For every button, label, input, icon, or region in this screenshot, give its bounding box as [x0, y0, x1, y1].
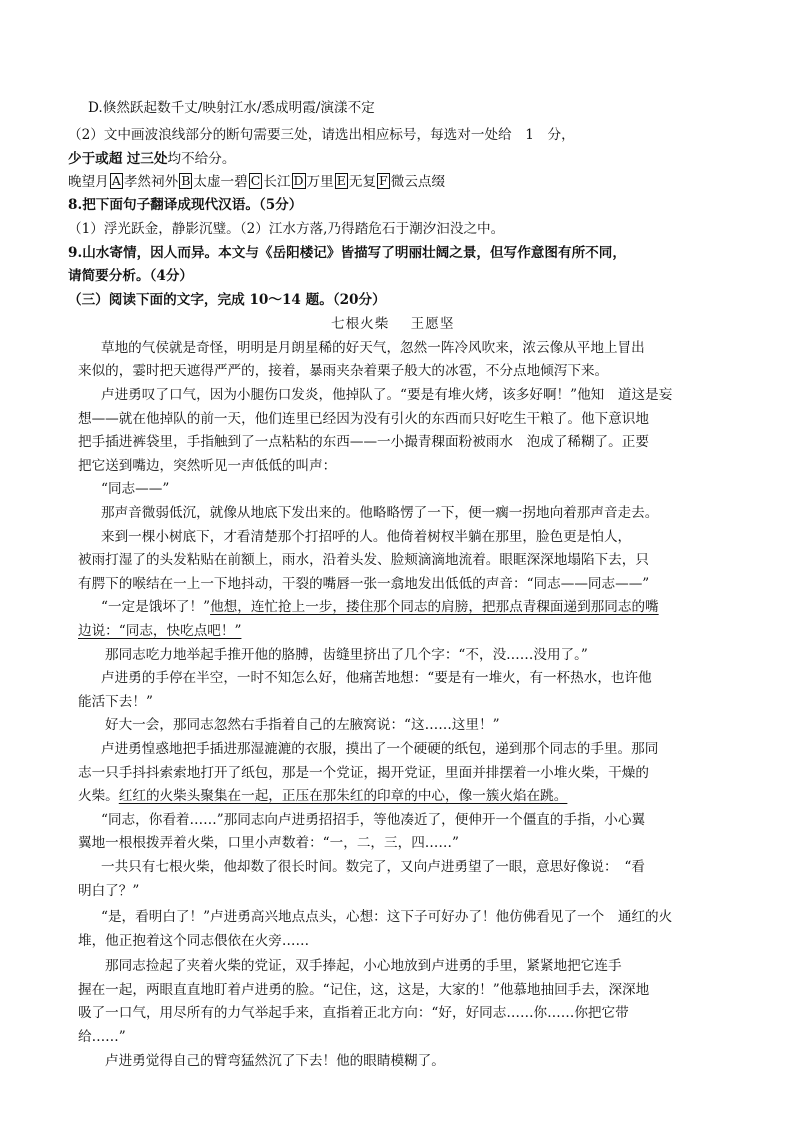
q8-heading: 8.把下面句子翻译成现代汉语。（5分）	[68, 197, 303, 213]
paragraph-line: 一共只有七根火柴，他却数了很长时间。数完了，又向卢进勇望了一眼，意思好像说： “看	[101, 859, 645, 875]
paragraph-line: 草地的气侯就是奇怪，明明是月朗星稀的好天气，忽然一阵冷风吹来，浓云像从平地上冒出	[101, 340, 645, 356]
sentence-segment: 孝然祠外	[123, 174, 179, 190]
paragraph-line: 想——就在他掉队的前一天，他们连里已经因为没有引火的东西而只好吃生干粮了。他下意识地	[78, 411, 649, 427]
section3-heading: （三）阅读下面的文字，完成 10～14 题。（20分）	[68, 292, 386, 308]
paragraph-line: 那同志吃力地举起手推开他的胳膊，齿缝里挤出了几个字：“不，没……没用了。”	[105, 647, 588, 663]
paragraph-line: 握在一起，两眼直直地盯着卢进勇的脸。“记住，这，这是，大家的！”他慕地抽回手去，深深地	[78, 982, 650, 998]
paragraph-line: 能活下去！”	[78, 694, 153, 710]
paragraph-line: 卢进勇叹了口气，因为小腿伤口发炎，他掉队了。“要是有堆火烤，该多好啊！”他知 道这是妄	[101, 387, 673, 403]
paragraph-line: 吸了一口气，用尽所有的力气举起手来，直指着正北方向：“好，好同志……你……你把它带	[78, 1005, 629, 1021]
underlined-sentence-end: 边说：“同志，快吃点吧！”	[78, 623, 242, 639]
paragraph-line: 堆，他正抱着这个同志偎依在火旁……	[78, 933, 310, 949]
scoring-emphasis-2: 过三处	[126, 151, 168, 167]
sentence-segment: 微云点缀	[390, 174, 446, 190]
sentence-segment: 万里	[306, 174, 334, 190]
paragraph-line: 有腭下的喉结在一上一下地抖动，干裂的嘴唇一张一翕地发出低低的声音：“同志——同志——”	[78, 576, 650, 592]
break-mark-b: B	[181, 173, 191, 188]
paragraph-line	[78, 785, 567, 807]
sentence-segment: 长江	[263, 174, 291, 190]
break-mark-f: F	[379, 173, 388, 188]
paragraph-line: 那同志捡起了夹着火柴的党证，双手捧起，小心地放到卢进勇的手里，紧紧地把它连手	[105, 958, 622, 974]
scoring-tail: 均不给分。	[167, 151, 236, 167]
sentence-segment: 无复	[348, 174, 377, 190]
dialogue-line: “同志——”	[101, 481, 170, 497]
story-title-line	[331, 313, 454, 335]
story-title: 七根火柴	[331, 316, 390, 332]
paragraph-line: 把它送到嘴边，突然听见一声低低的叫声：	[78, 458, 337, 474]
break-mark-e: E	[336, 173, 346, 188]
q7-punctuation-sentence	[68, 171, 445, 193]
paragraph-line: 被雨打湿了的头发粘贴在前额上，雨水，沿着头发、脸颊滴滴地流着。眼眶深深地塌陷下去，只	[78, 552, 649, 568]
sentence-segment: 太虚一碧	[193, 174, 248, 190]
paragraph-line: 来似的，霎时把天遮得严严的，接着，暴雨夹杂着栗子般大的冰雹，不分点地倾泻下来。	[78, 363, 609, 379]
paragraph-line: 翼地一根根拨弄着火柴，口里小声数着：“一，二，三，四……”	[78, 835, 459, 851]
scoring-emphasis-1: 少于或超	[68, 151, 123, 167]
break-mark-d: D	[293, 173, 304, 188]
paragraph-line: 好大一会，那同志忽然右手指着自己的左腋窝说：“这……这里！”	[105, 717, 500, 733]
paragraph-line: 把手插进裤袋里，手指触到了一点粘粘的东西——一小撮青稞面粉被雨水 泡成了稀糊了。正要	[78, 434, 649, 450]
paragraph-line: 来到一棵小树底下，才看清楚那个打招呼的人。他倚着树杈半躺在那里，脸色更是怕人，	[101, 529, 632, 545]
paragraph-line: “是，看明白了！”卢进勇高兴地点点头，心想：这下子可好办了！他仿佛看见了一个 通红的火	[101, 909, 673, 925]
dialogue-text: “一定是饿坏了！”	[101, 599, 211, 615]
q7-option-d: D.倏然跃起数千丈/映射江水/悉成明霞/演漾不定	[88, 100, 375, 116]
paragraph-line: 卢进勇觉得自己的臂弯猛然沉了下去！他的眼睛模糊了。	[105, 1053, 445, 1069]
underlined-sentence: 红红的火柴头聚集在一起，正压在那朱红的印章的中心，像一簇火焰在跳。	[118, 788, 568, 804]
q9-line-2: 请简要分析。（4分）	[68, 268, 194, 284]
q9-line-1: 9.山水寄情，因人而异。本文与《岳阳楼记》皆描写了明丽壮阔之景，但写作意图有所不同，	[68, 245, 626, 261]
paragraph-line: 那声音微弱低沉，就像从地底下发出来的。他略略愣了一下，便一瘸一拐地向着那声音走去。	[101, 505, 659, 521]
paragraph-line: 志一只手抖抖索索地打开了纸包，那是一个党证，揭开党证，里面并排摆着一小堆火柴，干燥的	[78, 765, 649, 781]
underlined-sentence: 他想，连忙抢上一步，搂住那个同志的肩膀，把那点青稞面递到那同志的嘴	[210, 599, 659, 615]
q7-part2-scoring	[68, 148, 235, 170]
break-mark-c: C	[250, 173, 261, 188]
paragraph-line: 明白了？”	[78, 883, 140, 899]
story-author: 王愿坚	[410, 316, 455, 332]
paragraph-line: 卢进勇的手停在半空，一时不知怎么好，他痛苦地想：“要是有一堆火，有一杯热水，也许他	[101, 670, 652, 686]
q7-part2-instruction: （2）文中画波浪线部分的断句需要三处，请选出相应标号，每选对一处给 1 分，	[68, 127, 575, 143]
paragraph-line: 卢进勇惶惑地把手插进那湿漉漉的衣服，摸出了一个硬硬的纸包，递到那个同志的手里。那同	[101, 741, 659, 757]
paragraph-line: 给……”	[78, 1029, 126, 1045]
paragraph-line	[101, 596, 659, 618]
break-mark-a: A	[111, 173, 121, 188]
sentence-segment: 晚望月	[68, 174, 109, 190]
paragraph-line: “同志，你看着……”那同志向卢进勇招招手，等他凑近了，便伸开一个僵直的手指，小心翼	[101, 812, 646, 828]
paragraph-text: 火柴。	[78, 788, 119, 804]
q8-items: （1）浮光跃金，静影沉璧。（2）江水方落,乃得踏危石于潮汐汩没之中。	[68, 221, 505, 237]
